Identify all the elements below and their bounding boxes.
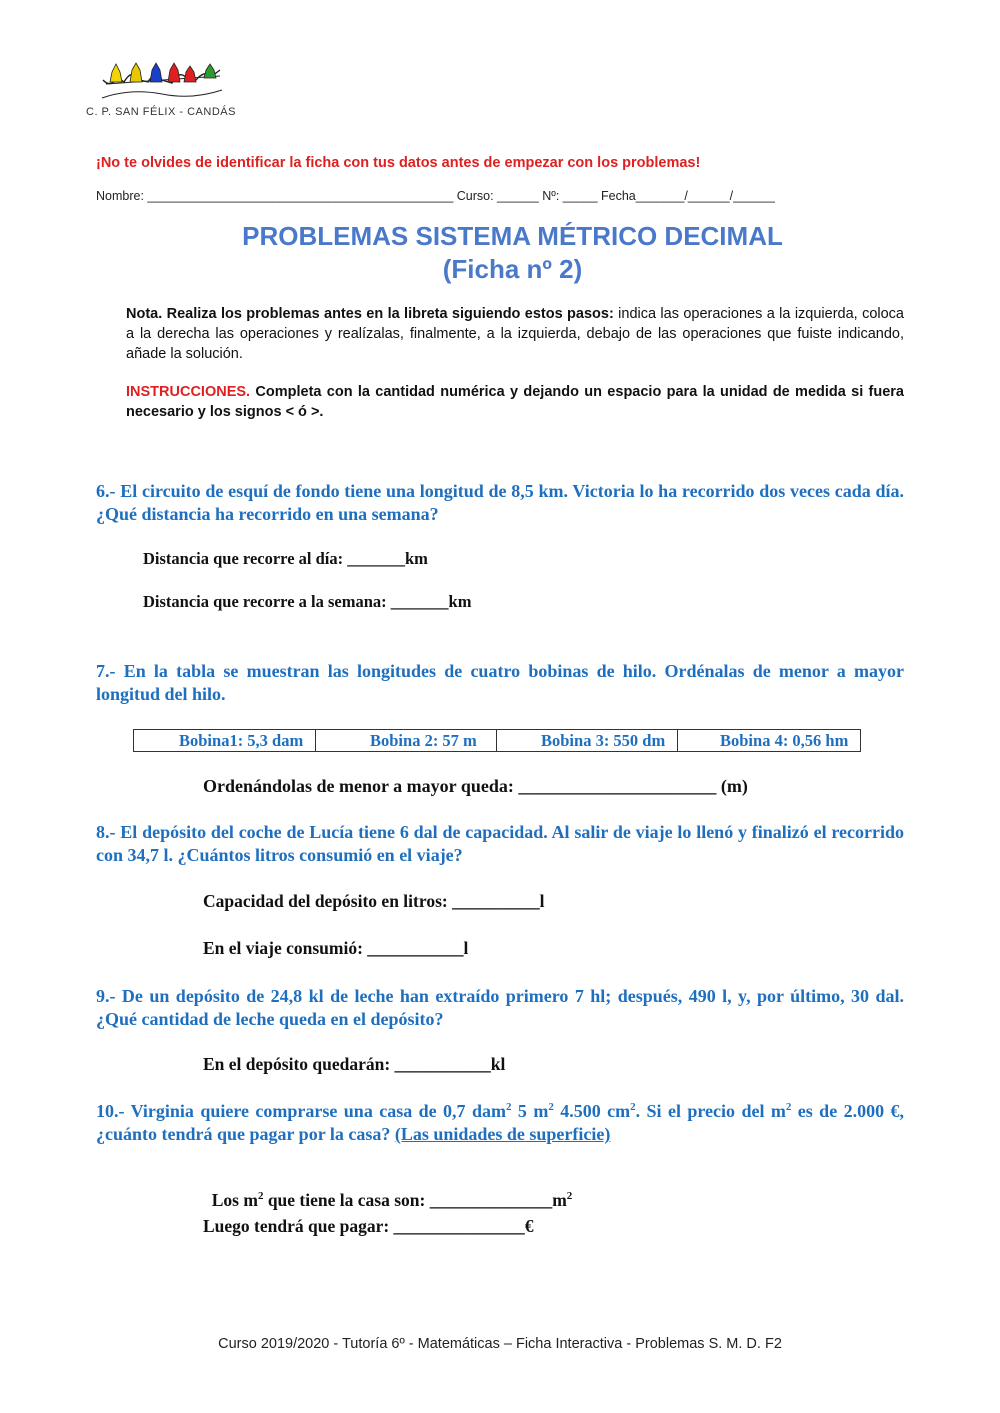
question-9: 9.- De un depósito de 24,8 kl de leche han extraído primero 7 hl; después, 490 l, y, por último, 30 dal. ¿Qué cantidad de leche queda en el depósito? [96, 986, 904, 1029]
page-title: PROBLEMAS SISTEMA MÉTRICO DECIMAL [242, 221, 783, 251]
superficie-link[interactable]: (Las unidades de superficie) [394, 1124, 611, 1144]
page-subtitle: (Ficha nº 2) [442, 254, 583, 284]
q9-answer[interactable]: En el depósito quedarán: ___________kl [203, 1054, 506, 1074]
bobina-cell-4: Bobina 4: 0,56 hm [720, 731, 849, 750]
school-name: C. P. SAN FÉLIX - CANDÁS [86, 106, 236, 118]
q10-answer-price[interactable]: Luego tendrá que pagar: _______________€ [203, 1216, 534, 1236]
school-logo-icon [100, 58, 225, 103]
bobina-cell-3: Bobina 3: 550 dm [497, 730, 678, 751]
question-7: 7.- En la tabla se muestran las longitudes de cuatro bobinas de hilo. Ordénalas de menor a mayor longitud del hilo. [96, 661, 904, 704]
page-footer: Curso 2019/2020 - Tutoría 6º - Matemáticas – Ficha Interactiva - Problemas S. M. D. F2 [218, 1336, 782, 1352]
q7-answer[interactable]: Ordenándolas de menor a mayor queda: ______________________ (m) [203, 776, 748, 796]
question-6: 6.- El circuito de esquí de fondo tiene una longitud de 8,5 km. Victoria lo ha recorrido dos veces cada día. ¿Qué distancia ha recorrido en una semana? [96, 481, 904, 524]
nota-text: indica las operaciones a la izquierda, coloca a la derecha las operaciones y realízalas, finalmente, a la izquierda, debajo de las operaciones que fuiste indicando, añade la solución. [126, 306, 904, 362]
q6-answer-daily[interactable]: Distancia que recorre al día: _______km [143, 549, 428, 568]
instrucciones-text: Completa con la cantidad numérica y dejando un espacio para la unidad de medida si fuera necesario y los signos < ó >. [126, 384, 904, 420]
nota-label: Nota. Realiza los problemas antes en la libreta siguiendo estos pasos: [126, 306, 614, 322]
q8-answer-capacity[interactable]: Capacidad del depósito en litros: __________l [203, 891, 545, 911]
bobinas-table [133, 729, 861, 752]
instrucciones-label: INSTRUCCIONES. [126, 384, 251, 400]
q8-answer-consumed[interactable]: En el viaje consumió: ___________l [203, 938, 469, 958]
instrucciones-paragraph [126, 382, 904, 422]
reminder-text: ¡No te olvides de identificar la ficha con tus datos antes de empezar con los problemas! [96, 155, 701, 171]
question-10: 10.- Virginia quiere comprarse una casa de 0,7 dam$^2$ 5 $m^2$ 4.500 $cm^2$. Si el precio del $m^2$ es de 2.000 €, ¿cuánto tendrá que pagar por la casa? (Las unidades de superficie) [96, 1101, 905, 1144]
q6-answer-weekly[interactable]: Distancia que recorre a la semana: _______km [143, 592, 472, 611]
bobina-cell-2: Bobina 2: 57 m [316, 730, 497, 751]
question-8: 8.- El depósito del coche de Lucía tiene 6 dal de capacidad. Al salir de viaje lo llenó y finalizó el recorrido con 34,7 l. ¿Cuántos litros consumió en el viaje? [96, 822, 904, 865]
q10-answer-area[interactable]: Los $m^2$ que tiene la casa son: $\_\_\_\_\_\_\_\_\_\_\_\_\_\_m^2$ [211, 1190, 573, 1210]
student-id-line[interactable]: Nombre: ____________________________________________ Curso: ______ Nº: _____ Fecha_______/______/______ [96, 189, 775, 203]
school-logo [100, 58, 225, 103]
bobina-cell-1: Bobina1: 5,3 dam [134, 730, 316, 751]
nota-paragraph [126, 304, 904, 364]
